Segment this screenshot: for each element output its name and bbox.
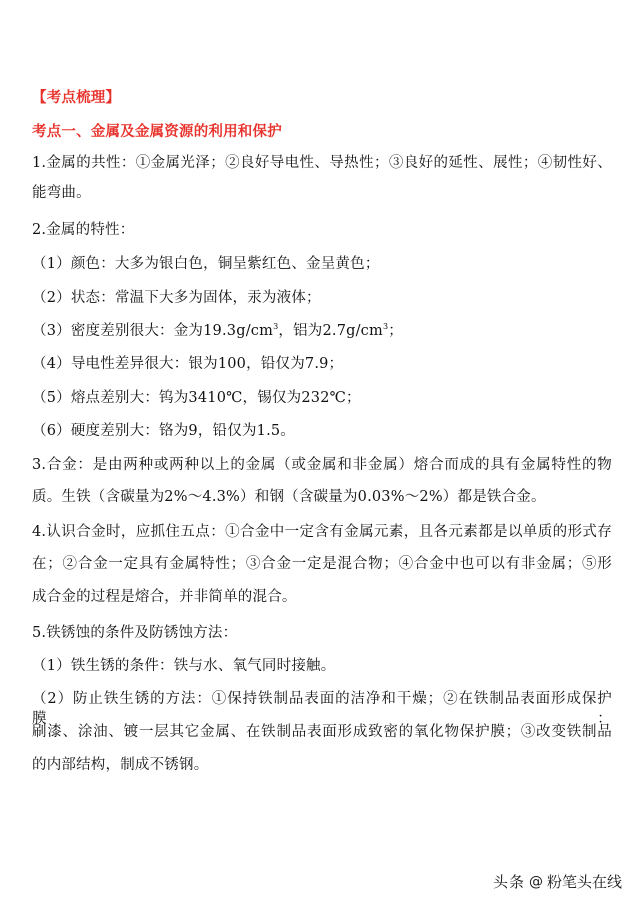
- density-superscript: 3: [273, 322, 279, 331]
- watermark: [493, 871, 622, 892]
- property-melting-point: （5）熔点差别大：钨为3410℃，锡仅为232℃；: [32, 390, 361, 406]
- rust-prevention-line-2: 刷漆、涂油、镀一层其它金属、在铁制品表面形成致密的氧化物保护膜；③改变铁制品: [32, 724, 612, 740]
- paragraph-1-line-2: 能弯曲。: [32, 185, 91, 201]
- rust-prevention-line-3: 的内部结构，制成不锈钢。: [32, 757, 209, 773]
- paragraph-3-line-1: 3.合金：是由两种或两种以上的金属（或金属和非金属）熔合而成的具有金属特性的物: [32, 457, 612, 473]
- paragraph-5-heading: 5.铁锈蚀的条件及防锈蚀方法：: [32, 625, 238, 641]
- rust-prevention-line-1: （2）防止铁生锈的方法：①保持铁制品表面的洁净和干燥；②在铁制品表面形成保护膜：: [32, 691, 612, 727]
- paragraph-4-line-2: 在；②合金一定具有金属特性；③合金一定是混合物；④合金中也可以有非金属；⑤形: [32, 556, 612, 572]
- topic-title: 考点一、金属及金属资源的利用和保护: [32, 124, 282, 140]
- density-text-end: ；: [388, 323, 403, 339]
- density-text-gold: （3）密度差别很大：金为19.3g/cm: [32, 323, 274, 339]
- toutiao-logo: 头条: [492, 873, 525, 891]
- section-title: 【考点梳理】: [32, 90, 121, 106]
- paragraph-2-heading: 2.金属的特性：: [32, 222, 135, 238]
- paragraph-1-line-1: 1.金属的共性：①金属光泽；②良好导电性、导热性；③良好的延性、展性；④韧性好、: [32, 155, 612, 171]
- paragraph-4-line-3: 成合金的过程是熔合，并非简单的混合。: [32, 589, 297, 605]
- density-text-aluminium: ，铝为2.7g/cm: [278, 323, 383, 339]
- density-superscript: 3: [382, 322, 389, 331]
- at-sign: @: [528, 873, 543, 890]
- property-state: （2）状态：常温下大多为固体，汞为液体；: [32, 290, 321, 306]
- property-color: （1）颜色：大多为银白色，铜呈紫红色、金呈黄色；: [32, 256, 380, 272]
- property-density: [32, 321, 612, 341]
- account-name: 粉笔头在线: [546, 873, 622, 891]
- paragraph-3-line-2: 质。生铁（含碳量为2%～4.3%）和钢（含碳量为0.03%～2%）都是铁合金。: [32, 489, 546, 505]
- rust-condition: （1）铁生锈的条件：铁与水、氧气同时接触。: [32, 658, 336, 674]
- paragraph-4-line-1: 4.认识合金时，应抓住五点：①合金中一定含有金属元素，且各元素都是以单质的形式存: [32, 524, 612, 540]
- property-hardness: （6）硬度差别大：铬为9，铅仅为1.5。: [32, 423, 296, 439]
- property-conductivity: （4）导电性差异很大：银为100，铅仅为7.9；: [32, 356, 344, 372]
